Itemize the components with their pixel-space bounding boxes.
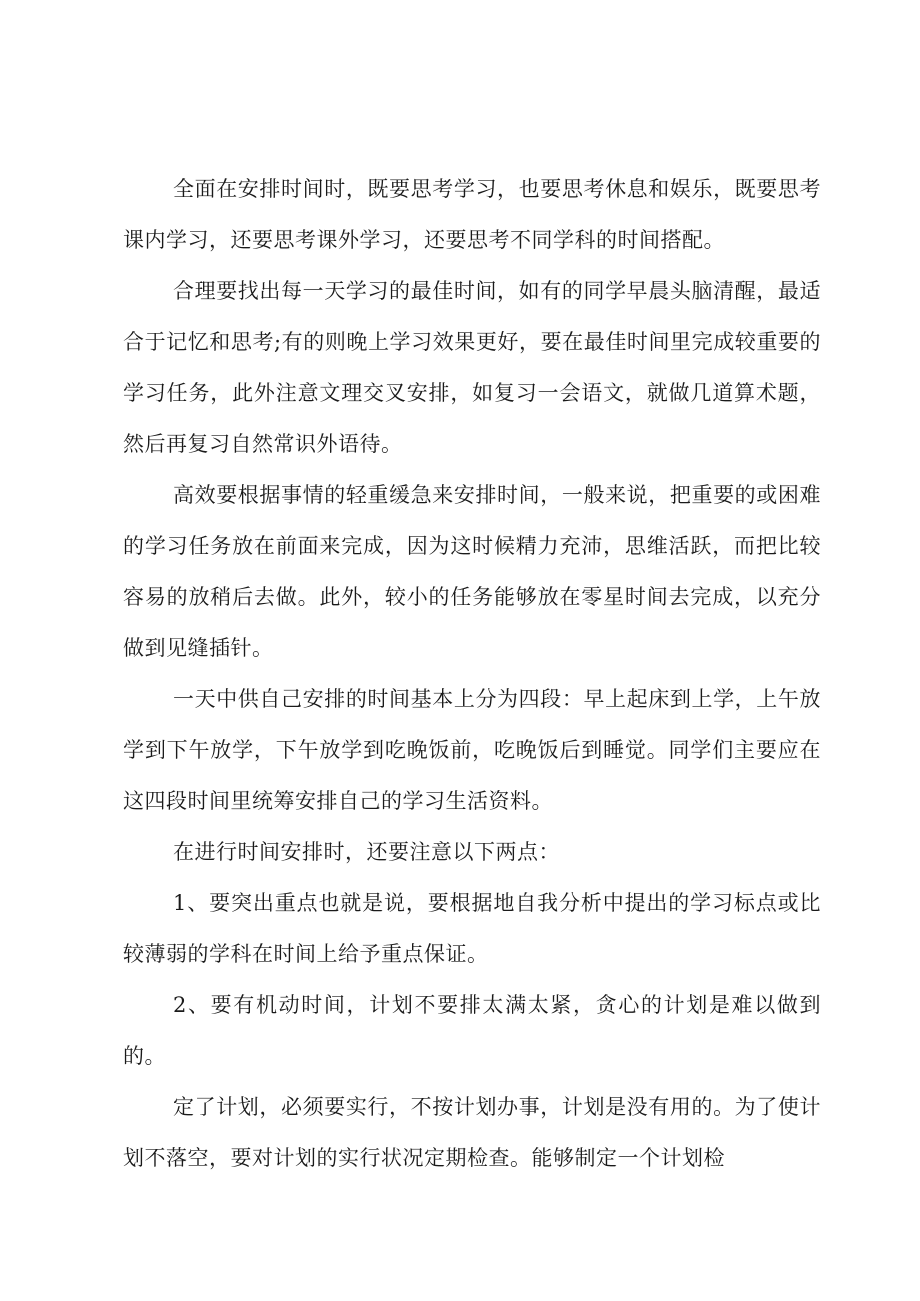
paragraph-two-points-intro: 在进行时间安排时，还要注意以下两点：: [173, 840, 560, 864]
paragraph-efficient-priority: 高效要根据事情的轻重缓急来安排时间，一般来说，把重要的或困难的学习任务放在前面来完成，因为这时候精力充沛，思维活跃，而把比较容易的放稍后去做。此外，较小的任务能够放在零星时间去完成，以充分做到见缝插针。: [123, 483, 821, 660]
paragraph-point-one: 1、要突出重点也就是说，要根据地自我分析中提出的学习标点或比较薄弱的学科在时间上给予重点保证。: [123, 891, 821, 966]
document-body: [123, 164, 821, 1184]
paragraph-daily-segments: 一天中供自己安排的时间基本上分为四段：早上起床到上学，上午放学到下午放学，下午放学到吃晚饭前，吃晚饭后到睡觉。同学们主要应在这四段时间里统筹安排自己的学习生活资料。: [123, 687, 821, 813]
paragraph-execute-plan: 定了计划，必须要实行，不按计划办事，计划是没有用的。为了使计划不落空，要对计划的实行状况定期检查。能够制定一个计划检: [123, 1095, 821, 1170]
paragraph-reasonable-timing: 合理要找出每一天学习的最佳时间，如有的同学早晨头脑清醒，最适合于记忆和思考;有的则晚上学习效果更好，要在最佳时间里完成较重要的学习任务，此外注意文理交叉安排，如复习一会语文，就做几道算术题，然后再复习自然常识外语待。: [123, 279, 821, 456]
paragraph-full-planning: 全面在安排时间时，既要思考学习，也要思考休息和娱乐，既要思考课内学习，还要思考课外学习，还要思考不同学科的时间搭配。: [123, 177, 821, 252]
paragraph-point-two: 2、要有机动时间，计划不要排太满太紧，贪心的计划是难以做到的。: [123, 993, 821, 1068]
